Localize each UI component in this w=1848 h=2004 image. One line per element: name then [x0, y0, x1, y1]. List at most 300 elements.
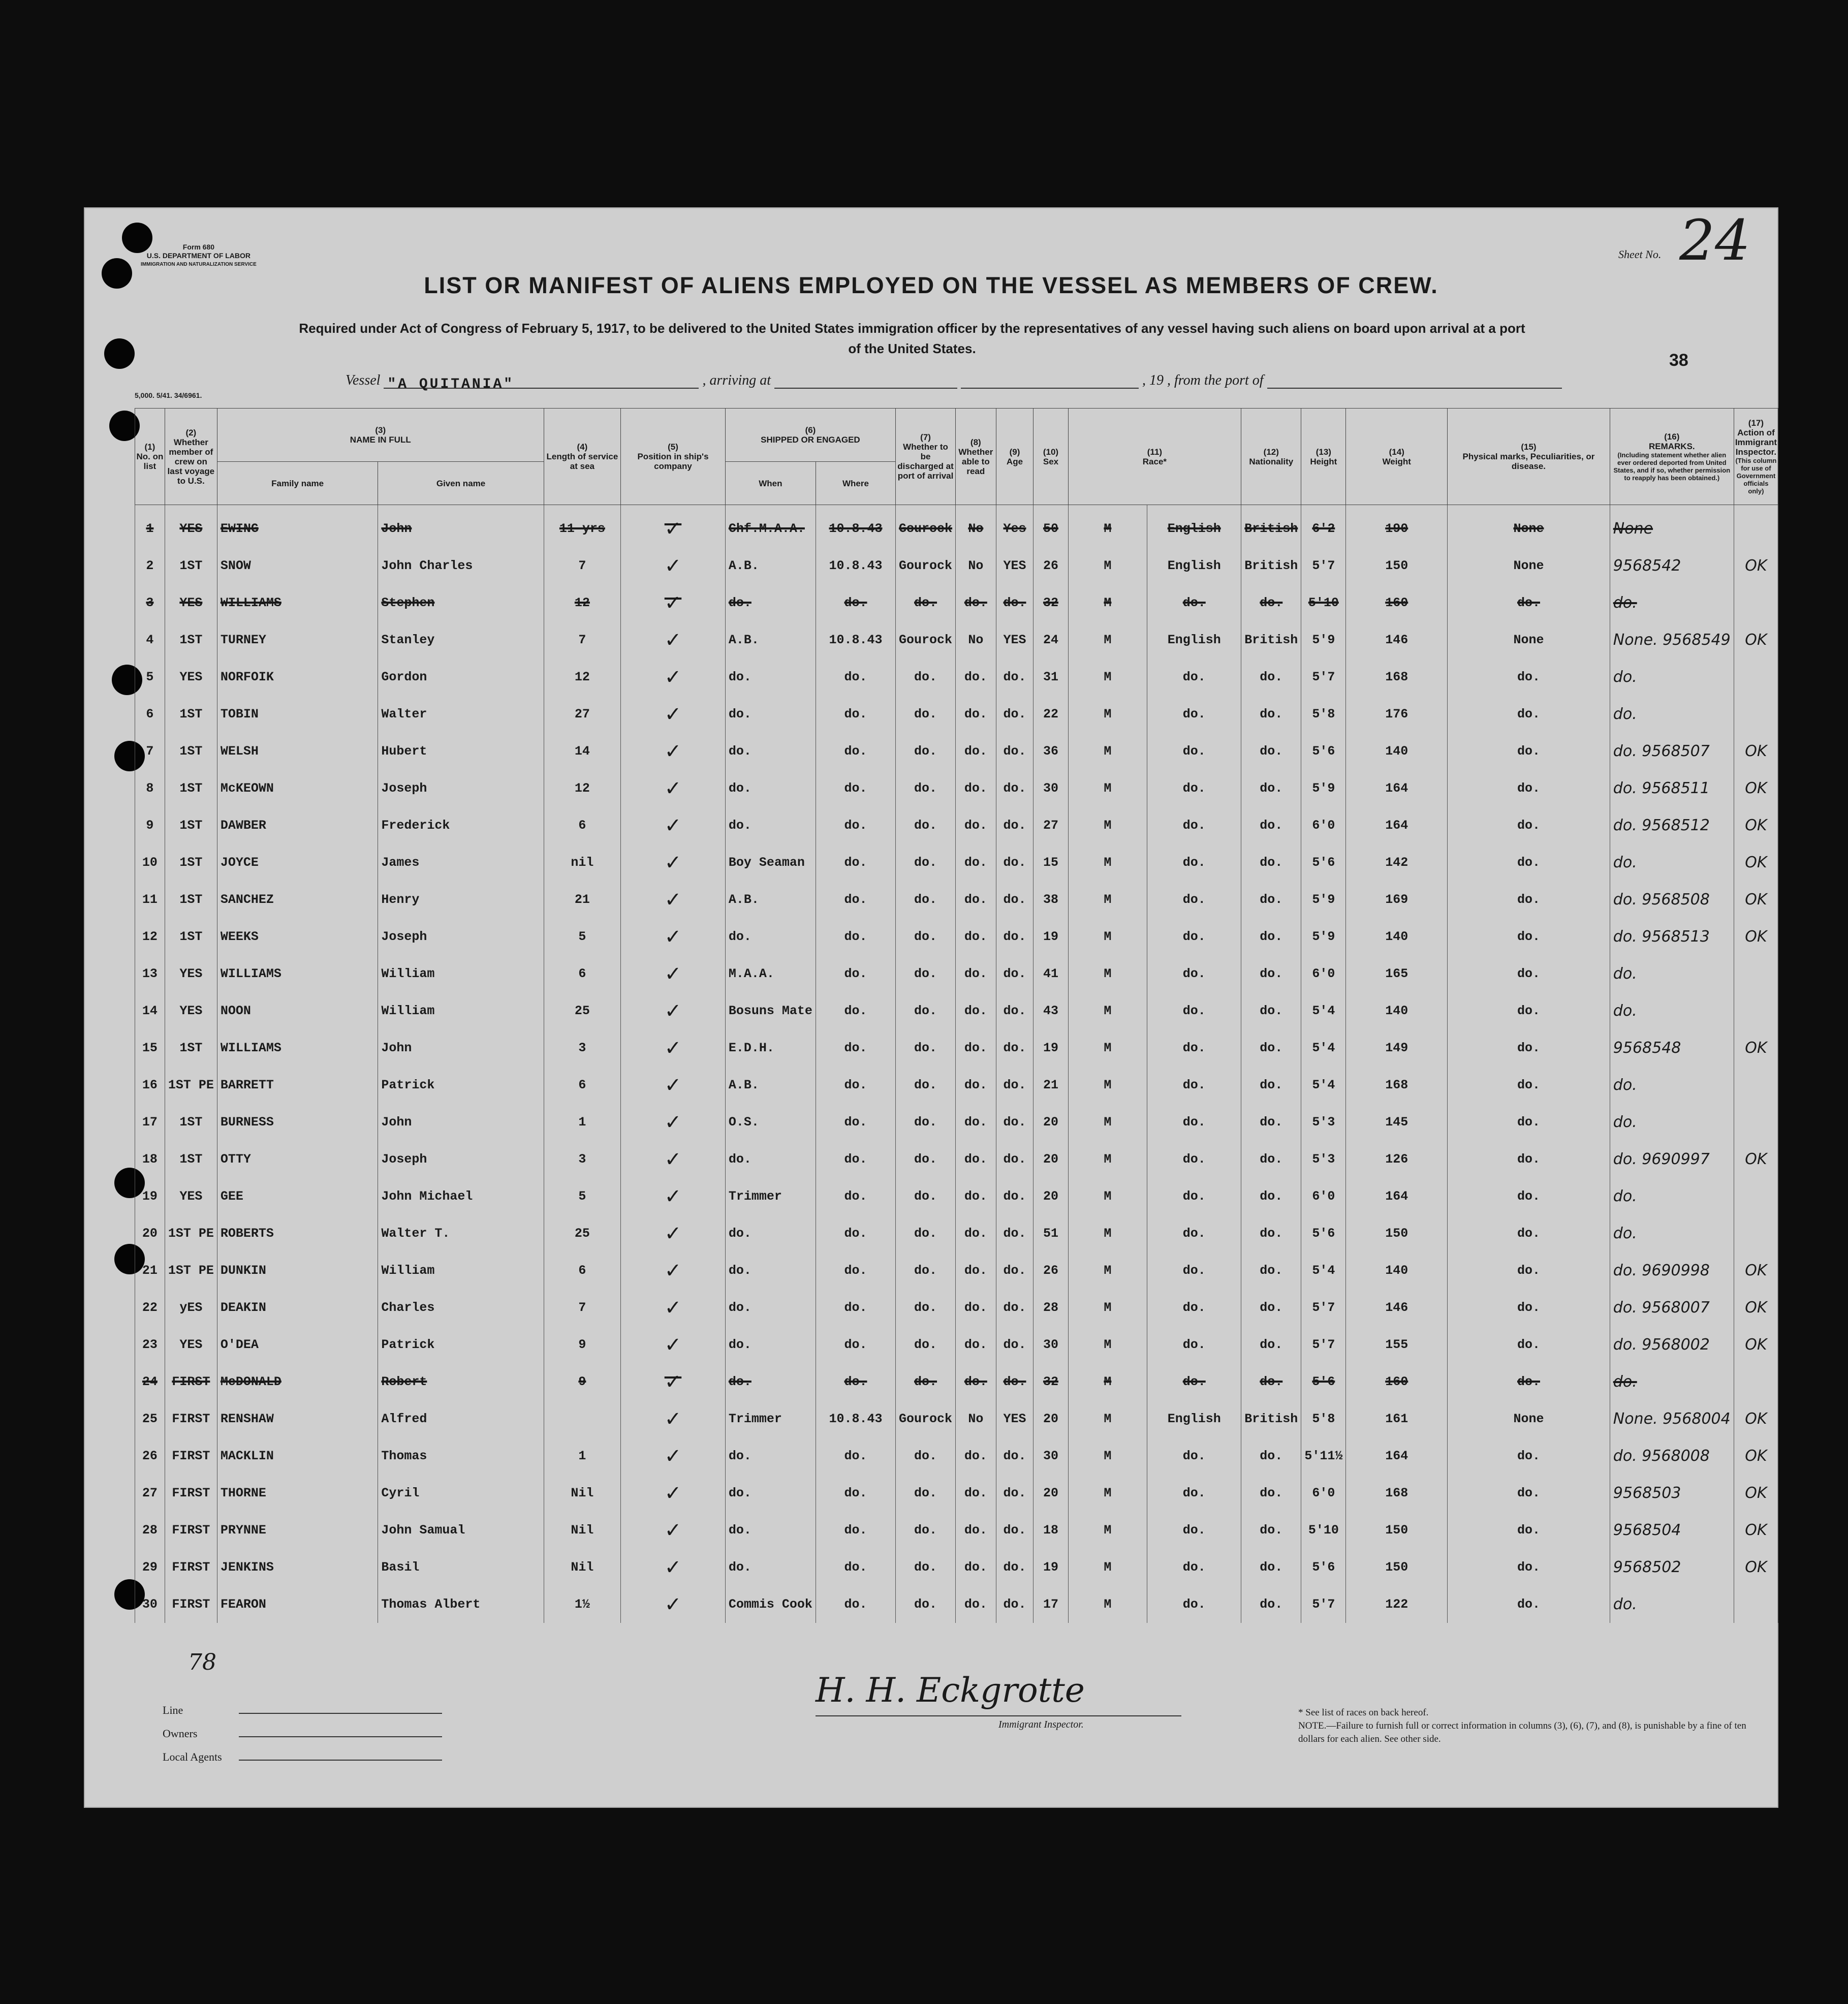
shipped-when: do. — [816, 1437, 895, 1475]
sex: M — [1068, 1215, 1147, 1252]
nationality: do. — [1241, 1141, 1301, 1178]
age: 43 — [1033, 992, 1068, 1029]
race: do. — [1147, 1549, 1241, 1586]
family-name: FEARON — [217, 1586, 378, 1623]
shipped-where: do. — [896, 659, 956, 696]
nationality: do. — [1241, 1549, 1301, 1586]
nationality: do. — [1241, 1437, 1301, 1475]
remarks: 9568504 — [1610, 1512, 1734, 1549]
physical-marks: do. — [1448, 1215, 1610, 1252]
checkmark-icon — [621, 1289, 726, 1326]
row-number: 3 — [135, 584, 165, 621]
service-length: 14 — [544, 733, 620, 770]
remarks: None. 9568004 — [1610, 1400, 1734, 1437]
remarks: do. — [1610, 955, 1734, 992]
sex: M — [1068, 992, 1147, 1029]
given-name: Walter — [378, 696, 544, 733]
able-to-read: do. — [996, 1512, 1033, 1549]
remarks: do. — [1610, 992, 1734, 1029]
shipped-when: 10.8.43 — [816, 547, 895, 584]
col-label: Height — [1310, 456, 1337, 466]
col-sublabel: (Including statement whether alien ever ordered deported from United States, and if so, whether permission to reapply has been obtained.) — [1613, 451, 1731, 482]
member-status: 1ST — [165, 807, 217, 844]
shipped-where: do. — [896, 1029, 956, 1067]
discharged: No — [956, 1400, 996, 1437]
checkmark-icon — [621, 1104, 726, 1141]
inspector-action — [1734, 1215, 1778, 1252]
sex: M — [1068, 505, 1147, 548]
crew-row — [135, 1141, 1778, 1178]
position: A.B. — [725, 547, 816, 584]
position: M.A.A. — [725, 955, 816, 992]
row-number: 16 — [135, 1067, 165, 1104]
race: do. — [1147, 1104, 1241, 1141]
age: 32 — [1033, 1363, 1068, 1400]
row-number: 17 — [135, 1104, 165, 1141]
row-number: 11 — [135, 881, 165, 918]
able-to-read: do. — [996, 696, 1033, 733]
col-label: Position in ship's company — [637, 452, 709, 471]
race: do. — [1147, 1475, 1241, 1512]
crew-row — [135, 1326, 1778, 1363]
position: do. — [725, 1326, 816, 1363]
shipped-when: do. — [816, 1104, 895, 1141]
member-status: YES — [165, 955, 217, 992]
family-name: BURNESS — [217, 1104, 378, 1141]
race: do. — [1147, 1029, 1241, 1067]
discharged: do. — [956, 844, 996, 881]
weight: 145 — [1346, 1104, 1448, 1141]
form-info — [141, 243, 257, 269]
given-name: Henry — [378, 881, 544, 918]
crew-rows — [135, 505, 1778, 1623]
row-number: 23 — [135, 1326, 165, 1363]
sex: M — [1068, 844, 1147, 881]
remarks: do. — [1610, 1104, 1734, 1141]
family-name: THORNE — [217, 1475, 378, 1512]
shipped-when: do. — [816, 696, 895, 733]
position: do. — [725, 918, 816, 955]
crew-row — [135, 547, 1778, 584]
discharged: do. — [956, 1029, 996, 1067]
weight: 160 — [1346, 584, 1448, 621]
crew-row — [135, 1029, 1778, 1067]
arriving-label: , arriving at — [702, 372, 771, 388]
row-number: 4 — [135, 621, 165, 659]
discharged: No — [956, 505, 996, 548]
height: 5'9 — [1301, 770, 1346, 807]
service-length: 9 — [544, 1363, 620, 1400]
page-title: LIST OR MANIFEST OF ALIENS EMPLOYED ON THE VESSEL AS MEMBERS OF CREW. — [424, 272, 1438, 298]
able-to-read: do. — [996, 733, 1033, 770]
sheet-number: 24 — [1679, 208, 1750, 273]
checkmark-icon — [621, 1363, 726, 1400]
nationality: do. — [1241, 1586, 1301, 1623]
shipped-where: do. — [896, 918, 956, 955]
given-name: Alfred — [378, 1400, 544, 1437]
age: 15 — [1033, 844, 1068, 881]
remarks: do. — [1610, 1215, 1734, 1252]
member-status: 1ST PE — [165, 1252, 217, 1289]
owners-label: Owners — [163, 1727, 198, 1740]
race: do. — [1147, 1178, 1241, 1215]
checkmark-icon — [621, 1029, 726, 1067]
nationality: do. — [1241, 1363, 1301, 1400]
service-length: 6 — [544, 807, 620, 844]
shipped-where: do. — [896, 1437, 956, 1475]
remarks: do. 9568513 — [1610, 918, 1734, 955]
crew-table — [135, 408, 1778, 1623]
given-name: William — [378, 955, 544, 992]
age: 17 — [1033, 1586, 1068, 1623]
family-name: PRYNNE — [217, 1512, 378, 1549]
col-14-header — [1346, 409, 1448, 505]
height: 5'8 — [1301, 1400, 1346, 1437]
checkmark-icon — [621, 696, 726, 733]
col-5-header — [621, 409, 726, 505]
remarks: do. 9568008 — [1610, 1437, 1734, 1475]
service-length — [544, 1400, 620, 1437]
height: 5'7 — [1301, 1289, 1346, 1326]
family-name: WELSH — [217, 733, 378, 770]
nationality: do. — [1241, 918, 1301, 955]
physical-marks: do. — [1448, 1549, 1610, 1586]
discharged: do. — [956, 1289, 996, 1326]
col-label: Length of service at sea — [546, 452, 618, 471]
crew-row — [135, 584, 1778, 621]
height: 5'11½ — [1301, 1437, 1346, 1475]
service-length: 6 — [544, 955, 620, 992]
inspector-action — [1734, 1586, 1778, 1623]
height: 5'8 — [1301, 696, 1346, 733]
able-to-read: do. — [996, 1141, 1033, 1178]
crew-row — [135, 807, 1778, 844]
race: do. — [1147, 844, 1241, 881]
shipped-when: do. — [816, 1549, 895, 1586]
checkmark-icon — [621, 918, 726, 955]
family-name: OTTY — [217, 1141, 378, 1178]
nationality: do. — [1241, 881, 1301, 918]
age: 30 — [1033, 1326, 1068, 1363]
inspector-action: OK — [1734, 1289, 1778, 1326]
col-label: Action of Immigrant Inspector. — [1735, 428, 1777, 457]
col-1-header — [135, 409, 165, 505]
checkmark-icon — [621, 1512, 726, 1549]
remarks: do. 9690997 — [1610, 1141, 1734, 1178]
member-status: YES — [165, 1326, 217, 1363]
inspector-action: OK — [1734, 1400, 1778, 1437]
given-name: Thomas — [378, 1437, 544, 1475]
sex: M — [1068, 1363, 1147, 1400]
service-length: 21 — [544, 881, 620, 918]
checkmark-icon — [621, 992, 726, 1029]
inspector-action: OK — [1734, 1512, 1778, 1549]
shipped-when: do. — [816, 1178, 895, 1215]
col-num: (1) — [144, 442, 155, 452]
race: do. — [1147, 807, 1241, 844]
col-3-header — [217, 409, 544, 462]
checkmark-icon — [621, 1326, 726, 1363]
service-length: Nil — [544, 1475, 620, 1512]
shipped-when: do. — [816, 844, 895, 881]
shipped-when: do. — [816, 1215, 895, 1252]
given-name: Joseph — [378, 918, 544, 955]
discharged: do. — [956, 1363, 996, 1400]
weight: 122 — [1346, 1586, 1448, 1623]
col-2-header — [165, 409, 217, 505]
weight: 190 — [1346, 505, 1448, 548]
discharged: do. — [956, 733, 996, 770]
age: 30 — [1033, 770, 1068, 807]
service-length: Nil — [544, 1549, 620, 1586]
able-to-read: do. — [996, 807, 1033, 844]
given-name: Patrick — [378, 1067, 544, 1104]
height: 5'4 — [1301, 1252, 1346, 1289]
sex: M — [1068, 1512, 1147, 1549]
family-name: SANCHEZ — [217, 881, 378, 918]
race: do. — [1147, 1215, 1241, 1252]
able-to-read: do. — [996, 1215, 1033, 1252]
col-11-header — [1068, 409, 1241, 505]
family-name: SNOW — [217, 547, 378, 584]
position: Boy Seaman — [725, 844, 816, 881]
shipped-where: do. — [896, 1586, 956, 1623]
row-number: 13 — [135, 955, 165, 992]
penalty-note: NOTE.—Failure to furnish full or correct information in columns (3), (6), (7), and (8), is punishable by a fine of ten dollars for each alien. See other side. — [1298, 1720, 1746, 1744]
inspector-action: OK — [1734, 918, 1778, 955]
physical-marks: do. — [1448, 584, 1610, 621]
race: do. — [1147, 1326, 1241, 1363]
weight: 161 — [1346, 1400, 1448, 1437]
col-13-header — [1301, 409, 1346, 505]
height: 5'6 — [1301, 1215, 1346, 1252]
line-field — [163, 1699, 442, 1722]
position: do. — [725, 1437, 816, 1475]
weight: 169 — [1346, 881, 1448, 918]
age: 19 — [1033, 1029, 1068, 1067]
col-8-header — [956, 409, 996, 505]
weight: 140 — [1346, 733, 1448, 770]
col-label: SHIPPED OR ENGAGED — [761, 435, 860, 445]
nationality: British — [1241, 505, 1301, 548]
physical-marks: do. — [1448, 1178, 1610, 1215]
member-status: FIRST — [165, 1512, 217, 1549]
remarks: 9568503 — [1610, 1475, 1734, 1512]
family-name: DAWBER — [217, 807, 378, 844]
row-number: 15 — [135, 1029, 165, 1067]
position: O.S. — [725, 1104, 816, 1141]
inspector-action: OK — [1734, 770, 1778, 807]
height: 5'6 — [1301, 844, 1346, 881]
nationality: do. — [1241, 1215, 1301, 1252]
weight: 149 — [1346, 1029, 1448, 1067]
nationality: do. — [1241, 1029, 1301, 1067]
service-length: 7 — [544, 1289, 620, 1326]
crew-row — [135, 1400, 1778, 1437]
height: 5'3 — [1301, 1141, 1346, 1178]
col-num: (4) — [577, 442, 588, 452]
col-sublabel: (This column for use of Government officials only) — [1735, 457, 1777, 495]
shipped-where: do. — [896, 696, 956, 733]
position: A.B. — [725, 621, 816, 659]
races-note: * See list of races on back hereof. — [1298, 1707, 1429, 1718]
weight: 140 — [1346, 1252, 1448, 1289]
service-length: 9 — [544, 1326, 620, 1363]
weight: 176 — [1346, 696, 1448, 733]
weight: 165 — [1346, 955, 1448, 992]
height: 5'9 — [1301, 621, 1346, 659]
given-name: Patrick — [378, 1326, 544, 1363]
family-name: BARRETT — [217, 1067, 378, 1104]
remarks: do. — [1610, 1363, 1734, 1400]
row-number: 14 — [135, 992, 165, 1029]
height: 5'9 — [1301, 918, 1346, 955]
shipped-where: do. — [896, 1512, 956, 1549]
crew-row — [135, 844, 1778, 881]
height: 6'0 — [1301, 1178, 1346, 1215]
inspector-action — [1734, 1067, 1778, 1104]
sex: M — [1068, 1400, 1147, 1437]
crew-row — [135, 659, 1778, 696]
family-name: DUNKIN — [217, 1252, 378, 1289]
service-length: Nil — [544, 1512, 620, 1549]
sex: M — [1068, 1252, 1147, 1289]
inspector-action — [1734, 696, 1778, 733]
owners-field — [163, 1722, 442, 1745]
inspector-action: OK — [1734, 1475, 1778, 1512]
service-length: 25 — [544, 992, 620, 1029]
sex: M — [1068, 1289, 1147, 1326]
weight: 168 — [1346, 1475, 1448, 1512]
col-17-header — [1734, 409, 1778, 505]
col-label: No. on list — [136, 452, 164, 471]
remarks: do. 9568512 — [1610, 807, 1734, 844]
discharged: do. — [956, 881, 996, 918]
position: do. — [725, 1549, 816, 1586]
row-number: 5 — [135, 659, 165, 696]
age: 20 — [1033, 1475, 1068, 1512]
sex: M — [1068, 1586, 1147, 1623]
line-blank — [239, 1703, 442, 1714]
year-label: , 19 — [1142, 372, 1164, 388]
shipped-where: do. — [896, 1549, 956, 1586]
given-name: John — [378, 1029, 544, 1067]
crew-row — [135, 1067, 1778, 1104]
vessel-name: "A QUITANIA" — [387, 377, 515, 392]
race: do. — [1147, 733, 1241, 770]
able-to-read: do. — [996, 1178, 1033, 1215]
shipped-where: Gourock — [896, 621, 956, 659]
family-name: TOBIN — [217, 696, 378, 733]
age: 31 — [1033, 659, 1068, 696]
inspector-action: OK — [1734, 881, 1778, 918]
age: 20 — [1033, 1400, 1068, 1437]
family-name: DEAKIN — [217, 1289, 378, 1326]
inspector-label: Immigrant Inspector. — [998, 1719, 1084, 1730]
row-number: 10 — [135, 844, 165, 881]
row-number: 8 — [135, 770, 165, 807]
inspector-action: OK — [1734, 1549, 1778, 1586]
sex: M — [1068, 881, 1147, 918]
crew-row — [135, 1512, 1778, 1549]
able-to-read: do. — [996, 584, 1033, 621]
height: 5'7 — [1301, 547, 1346, 584]
checkmark-icon — [621, 547, 726, 584]
inspector-signature: H. H. Eckgrotte — [816, 1671, 1085, 1710]
shipped-where: do. — [896, 1104, 956, 1141]
able-to-read: do. — [996, 1029, 1033, 1067]
discharged: No — [956, 621, 996, 659]
row-number: 29 — [135, 1549, 165, 1586]
shipped-where: Gourock — [896, 505, 956, 548]
service-length: 25 — [544, 1215, 620, 1252]
inspector-action: OK — [1734, 1029, 1778, 1067]
able-to-read: YES — [996, 547, 1033, 584]
physical-marks: do. — [1448, 1512, 1610, 1549]
col-num: (13) — [1315, 447, 1331, 457]
height: 5'7 — [1301, 659, 1346, 696]
family-name-header: Family name — [217, 462, 378, 505]
physical-marks: do. — [1448, 1029, 1610, 1067]
remarks: do. — [1610, 659, 1734, 696]
discharged: do. — [956, 807, 996, 844]
member-status: 1ST PE — [165, 1215, 217, 1252]
weight: 168 — [1346, 659, 1448, 696]
discharged: do. — [956, 1326, 996, 1363]
given-name: Walter T. — [378, 1215, 544, 1252]
race: do. — [1147, 696, 1241, 733]
nationality: do. — [1241, 696, 1301, 733]
family-name: RENSHAW — [217, 1400, 378, 1437]
remarks: do. — [1610, 1067, 1734, 1104]
service-length: 11 yrs — [544, 505, 620, 548]
given-name: John — [378, 1104, 544, 1141]
checkmark-icon — [621, 659, 726, 696]
nationality: do. — [1241, 1067, 1301, 1104]
position: do. — [725, 770, 816, 807]
weight: 155 — [1346, 1326, 1448, 1363]
shipped-where: do. — [896, 1326, 956, 1363]
position: do. — [725, 807, 816, 844]
col-num: (6) — [805, 425, 816, 435]
member-status: YES — [165, 659, 217, 696]
nationality: do. — [1241, 955, 1301, 992]
shipped-where: do. — [896, 584, 956, 621]
crew-row — [135, 1289, 1778, 1326]
shipped-when: do. — [816, 770, 895, 807]
weight: 164 — [1346, 1178, 1448, 1215]
race: English — [1147, 621, 1241, 659]
crew-row — [135, 918, 1778, 955]
shipped-when: do. — [816, 955, 895, 992]
given-name: Basil — [378, 1549, 544, 1586]
col-label: Nationality — [1249, 456, 1294, 466]
physical-marks: do. — [1448, 1363, 1610, 1400]
checkmark-icon — [621, 844, 726, 881]
arriving-field — [774, 375, 957, 389]
shipped-when: 10.8.43 — [816, 1400, 895, 1437]
nationality: do. — [1241, 1512, 1301, 1549]
sex: M — [1068, 1029, 1147, 1067]
sheet-number-label: Sheet No. — [1618, 248, 1662, 261]
inspector-action: OK — [1734, 844, 1778, 881]
remarks: do. — [1610, 1178, 1734, 1215]
member-status: FIRST — [165, 1437, 217, 1475]
row-number: 30 — [135, 1586, 165, 1623]
col-label: Whether able to read — [958, 447, 993, 476]
department: U.S. DEPARTMENT OF LABOR — [146, 252, 251, 260]
member-status: YES — [165, 584, 217, 621]
